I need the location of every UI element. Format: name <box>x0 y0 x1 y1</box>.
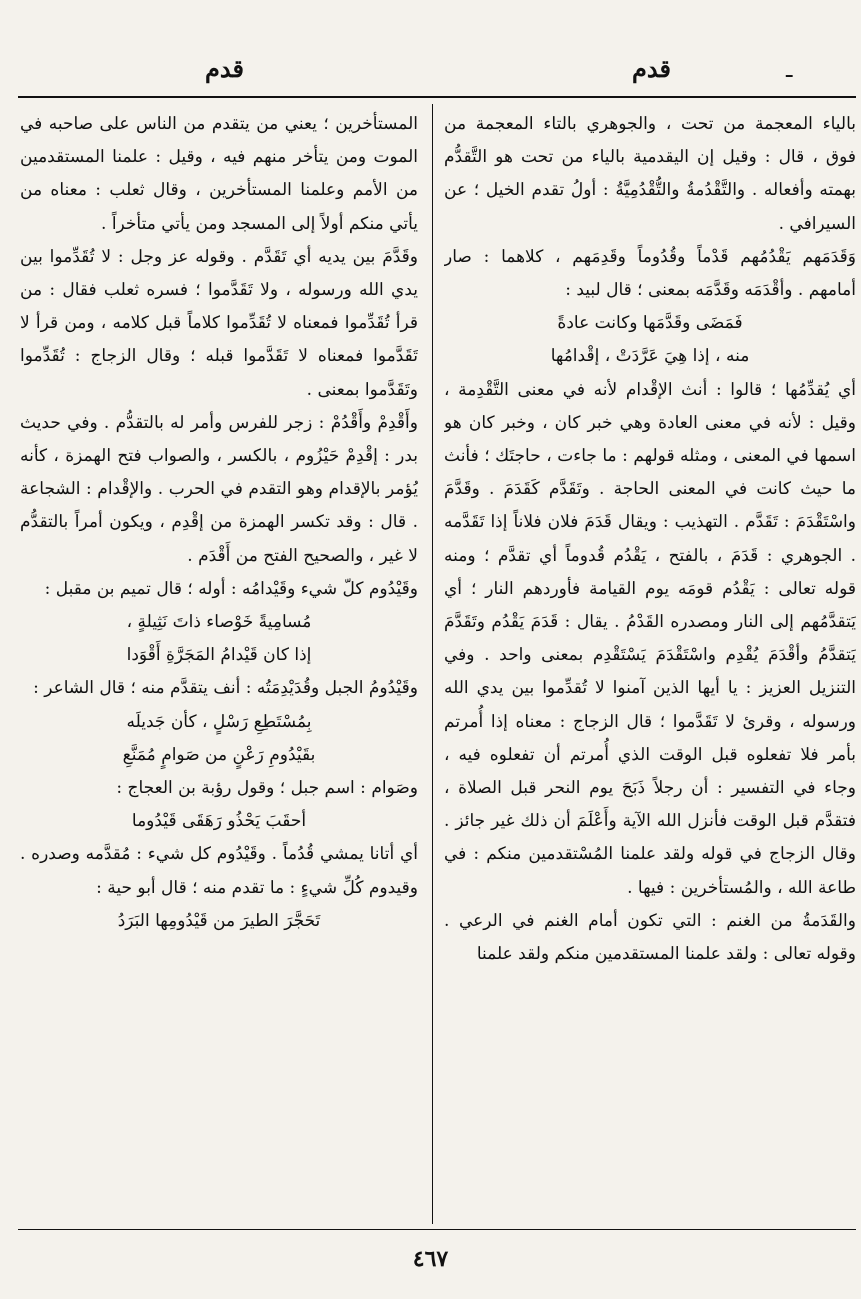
running-head-mark: ـ <box>786 58 793 83</box>
paragraph: وقَدَّمَ بين يديه أي تَقَدَّم . وقوله عز وجل : لا تُقَدِّموا بين يدي الله ورسوله ، ولا تَقَدَّموا ؛ فسره ثعلب فقال : من قرأ تُقَدِّموا فمعناه لا تُقَدِّموا كلاماً قبل كلامه ، ومن قرأ لا تَقَدَّموا فمعناه لا تَقَدَّموا قبله ؛ وقال الزجاج : تُقَدِّموا وتَقَدَّموا بمعنى . <box>20 246 418 400</box>
running-head-right: قدم <box>632 54 671 83</box>
paragraph: المستأخرين ؛ يعني من يتقدم من الناس على صاحبه في الموت ومن يتأخر منهم فيه ، وقيل : علمنا المستقدمين من الأمم وعلمنا المستأخرين ، وقال ثعلب : معناه من يأتي منكم أولاً إلى المسجد ومن يأتي متأخراً . <box>20 114 418 234</box>
column-divider <box>432 104 433 1224</box>
paragraph: وقَيْدُوم كلّ شيء وقَيْدامُه : أوله ؛ قال تميم بن مقبل : <box>44 578 418 599</box>
verse-line: تَحَجَّرَ الطيرَ من قَيْدُومِها البَرَدُ <box>117 910 321 931</box>
paragraph: وقَيْدُومُ الجبل وقُدَيْدِمَتُه : أنف يتقدَّم منه ؛ قال الشاعر : <box>33 678 418 699</box>
right-column <box>444 108 856 1220</box>
verse-line: فَمَضَى وقَدَّمَها وكانت عادةً <box>557 313 743 334</box>
page-number: ٤٦٧ <box>412 1246 449 1272</box>
verse-line: بقَيْدُومِ رَعْنٍ من صَوامٍ مُمَنَّعِ <box>122 744 316 765</box>
verse-line: بِمُسْتَطِعِ رَسْلٍ ، كأن جَديلَه <box>126 711 312 732</box>
paragraph: وأَقْدِمْ وأَقْدُمْ : زجر للفرس وأمر له بالتقدُّم . وفي حديث بدر : إقْدِمْ حَيْزُوم ، بالكسر ، والصواب فتح الهمزة ، كأنه يُؤمر بالإقدام وهو التقدم في الحرب . والإقْدام : الشجاعة . قال : وقد تكسر الهمزة من إقْدِم ، ويكون أمراً بالتقدُّم لا غير ، والصحيح الفتح من أَقْدَم . <box>20 412 418 566</box>
verse-line: منه ، إذا هِيَ عَرَّدَتْ ، إقْدامُها <box>550 346 750 367</box>
paragraph: وَقَدَمَهم يَقْدُمُهم قَدْماً وقُدُوماً وقَدِمَهم ، كلاهما : صار أمامهم . وأقْدَمَه وقَدَّمَه بمعنى ؛ قال لبيد : <box>444 246 856 301</box>
paragraph: بالياء المعجمة من تحت ، والجوهري بالتاء المعجمة من فوق ، قال : وقيل إن اليقدمية بالياء من تحت هو التَّقدُّم بهمته وأفعاله . والتَّقْدُمةُ والتُّقْدُمِيَّةُ : أولُ تقدم الخيل ؛ عن السيرافي . <box>444 114 856 234</box>
paragraph: وصَوام : اسم جبل ؛ وقول رؤبة بن العجاج : <box>116 778 418 799</box>
header-rule <box>18 96 856 98</box>
footer-rule <box>18 1229 856 1230</box>
paragraph: أي أتانا يمشي قُدُماً . وقَيْدُوم كل شيء : مُقدَّمه وصدره . وقيدوم كُلِّ شيءٍ : ما تقدم منه ؛ قال أبو حية : <box>20 844 418 898</box>
left-column <box>20 108 418 1220</box>
verse-line: مُسامِيةً خَوْصاء ذاتَ نَثِيلةٍ ، <box>126 612 312 633</box>
verse-line: إذا كان قَيْدامُ المَجَرَّةِ أَقْوَدا <box>126 645 312 666</box>
running-head-left: قدم <box>205 54 244 83</box>
paragraph: أي يُقدِّمُها ؛ قالوا : أنث الإقْدام لأنه في معنى التَّقْدِمة ، وقيل : لأنه في معنى العادة وهي خبر كان ، وخبر كان هو اسمها في المعنى ، ومثله قولهم : ما جاءت ، حاجتَك ؛ فأنث ما حيث كانت في المعنى الحاجة . وتَقَدَّم كَقَدَمَ . وقَدَّمَ واسْتَقْدَمَ : تَقَدَّم . التهذيب : ويقال قَدَمَ فلان فلاناً إذا تَقَدَّمه . الجوهري : قَدَمَ ، بالفتح ، يَقْدُم قُدوماً أي تقدَّم ؛ ومنه قوله تعالى : يَقْدُم قومَه يوم القيامة فأوردهم النار ؛ أي يَتقدَّمُهم إلى النار ومصدره القَدْمُ . يقال : قَدَمَ يَقْدُم وتَقَدَّمَ يَتقدَّمُ وأقْدَمَ يُقْدِم واسْتَقْدَمَ يَسْتَقْدِم بمعنى واحد . وفي التنزيل العزيز : يا أيها الذين آمنوا لا تُقدِّموا بين يدي الله ورسوله ، وقرئ لا تَقَدَّموا ؛ قال الزجاج : معناه إذا أُمرتم بأمر فلا تفعلوه قبل الوقت الذي أُمرتم أن تفعلوه فيه ، وجاء في التفسير : أن رجلاً ذَبَحَ يوم النحر قبل الصلاة ، فتقدَّم قبل الوقت فأنزل الله الآية وأَعْلَمَ أن ذلك غير جائز . وقال الزجاج في قوله ولقد علمنا المُسْتقدمين منكم : في طاعة الله ، والمُستأخرين : فيها . <box>444 379 856 898</box>
verse-line: أحقَبَ يَحْذُو رَهَقَى قَيْدُوما <box>131 811 307 832</box>
paragraph: والقَدَمةُ من الغنم : التي تكون أمام الغنم في الرعي . وقوله تعالى : ولقد علمنا المستقدمين منكم ولقد علمنا <box>444 910 856 965</box>
